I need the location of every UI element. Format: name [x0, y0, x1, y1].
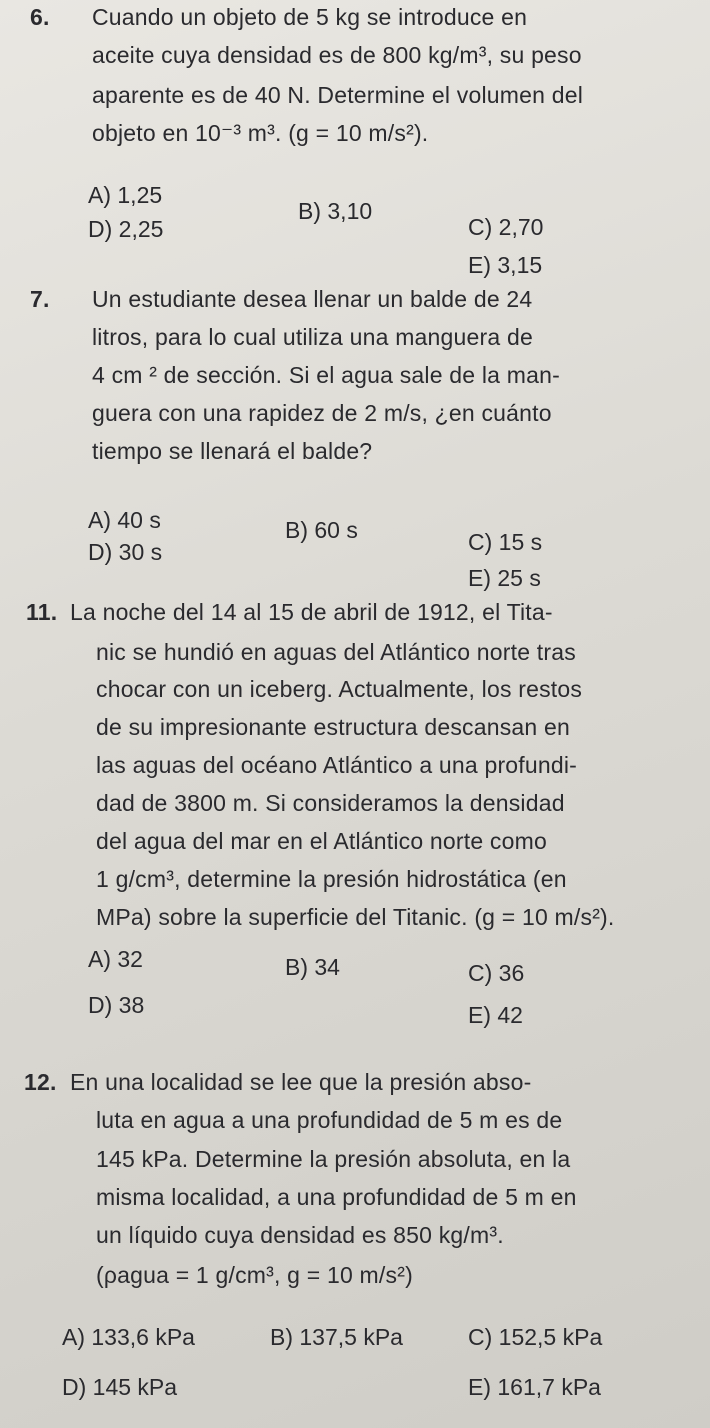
option-d: D) 2,25 — [88, 216, 164, 242]
problem-text-line: Un estudiante desea llenar un balde de 24 — [92, 286, 533, 312]
problem-text-line: aceite cuya densidad es de 800 kg/m³, su peso — [92, 42, 582, 68]
option-d: D) 38 — [88, 992, 145, 1018]
option-d: D) 145 kPa — [62, 1374, 178, 1400]
problem-text-line: del agua del mar en el Atlántico norte como — [96, 828, 547, 854]
option-c: C) 2,70 — [468, 214, 544, 240]
problem-text-line: (ρagua = 1 g/cm³, g = 10 m/s²) — [96, 1262, 413, 1288]
option-c: C) 36 — [468, 960, 525, 986]
problem-text-line: La noche del 14 al 15 de abril de 1912, el Tita- — [70, 599, 553, 625]
problem-text-line: litros, para lo cual utiliza una manguera de — [92, 324, 533, 350]
problem-text-line: MPa) sobre la superficie del Titanic. (g = 10 m/s²). — [96, 904, 615, 930]
option-b: B) 3,10 — [298, 198, 373, 224]
problem-number: 6. — [30, 4, 50, 30]
option-b: B) 60 s — [285, 517, 358, 543]
problem-text-line: tiempo se llenará el balde? — [92, 438, 373, 464]
problem-text-line: 1 g/cm³, determine la presión hidrostática (en — [96, 866, 567, 892]
option-a: A) 32 — [88, 946, 143, 972]
option-e: E) 42 — [468, 1002, 523, 1028]
problem-text-line: En una localidad se lee que la presión abso- — [70, 1069, 532, 1095]
problem-text-line: dad de 3800 m. Si consideramos la densidad — [96, 790, 565, 816]
option-a: A) 1,25 — [88, 182, 163, 208]
problem-number: 11. — [26, 599, 58, 625]
problem-text-line: las aguas del océano Atlántico a una profundi- — [96, 752, 578, 778]
option-b: B) 34 — [285, 954, 340, 980]
problem-text-line: 4 cm ² de sección. Si el agua sale de la man- — [92, 362, 560, 388]
option-b: B) 137,5 kPa — [270, 1324, 403, 1350]
problem-text-line: luta en agua a una profundidad de 5 m es de — [96, 1107, 563, 1133]
problem-text-line: Cuando un objeto de 5 kg se introduce en — [92, 4, 528, 30]
option-c: C) 15 s — [468, 529, 543, 555]
problem-text-line: misma localidad, a una profundidad de 5 m en — [96, 1184, 577, 1210]
option-d: D) 30 s — [88, 539, 163, 565]
problem-text-line: guera con una rapidez de 2 m/s, ¿en cuánto — [92, 400, 552, 426]
option-e: E) 161,7 kPa — [468, 1374, 601, 1400]
problem-text-line: 145 kPa. Determine la presión absoluta, en la — [96, 1146, 571, 1172]
option-e: E) 3,15 — [468, 252, 543, 278]
problem-text-line: de su impresionante estructura descansan en — [96, 714, 570, 740]
option-a: A) 133,6 kPa — [62, 1324, 195, 1350]
option-e: E) 25 s — [468, 565, 541, 591]
problem-number: 7. — [30, 286, 50, 312]
problem-text-line: objeto en 10⁻³ m³. (g = 10 m/s²). — [92, 120, 429, 146]
option-a: A) 40 s — [88, 507, 161, 533]
problem-text-line: aparente es de 40 N. Determine el volumen del — [92, 82, 584, 108]
problem-text-line: un líquido cuya densidad es 850 kg/m³. — [96, 1222, 504, 1248]
problem-number: 12. — [24, 1069, 57, 1095]
problem-text-line: chocar con un iceberg. Actualmente, los restos — [96, 676, 583, 702]
problem-text-line: nic se hundió en aguas del Atlántico norte tras — [96, 639, 576, 665]
option-c: C) 152,5 kPa — [468, 1324, 603, 1350]
